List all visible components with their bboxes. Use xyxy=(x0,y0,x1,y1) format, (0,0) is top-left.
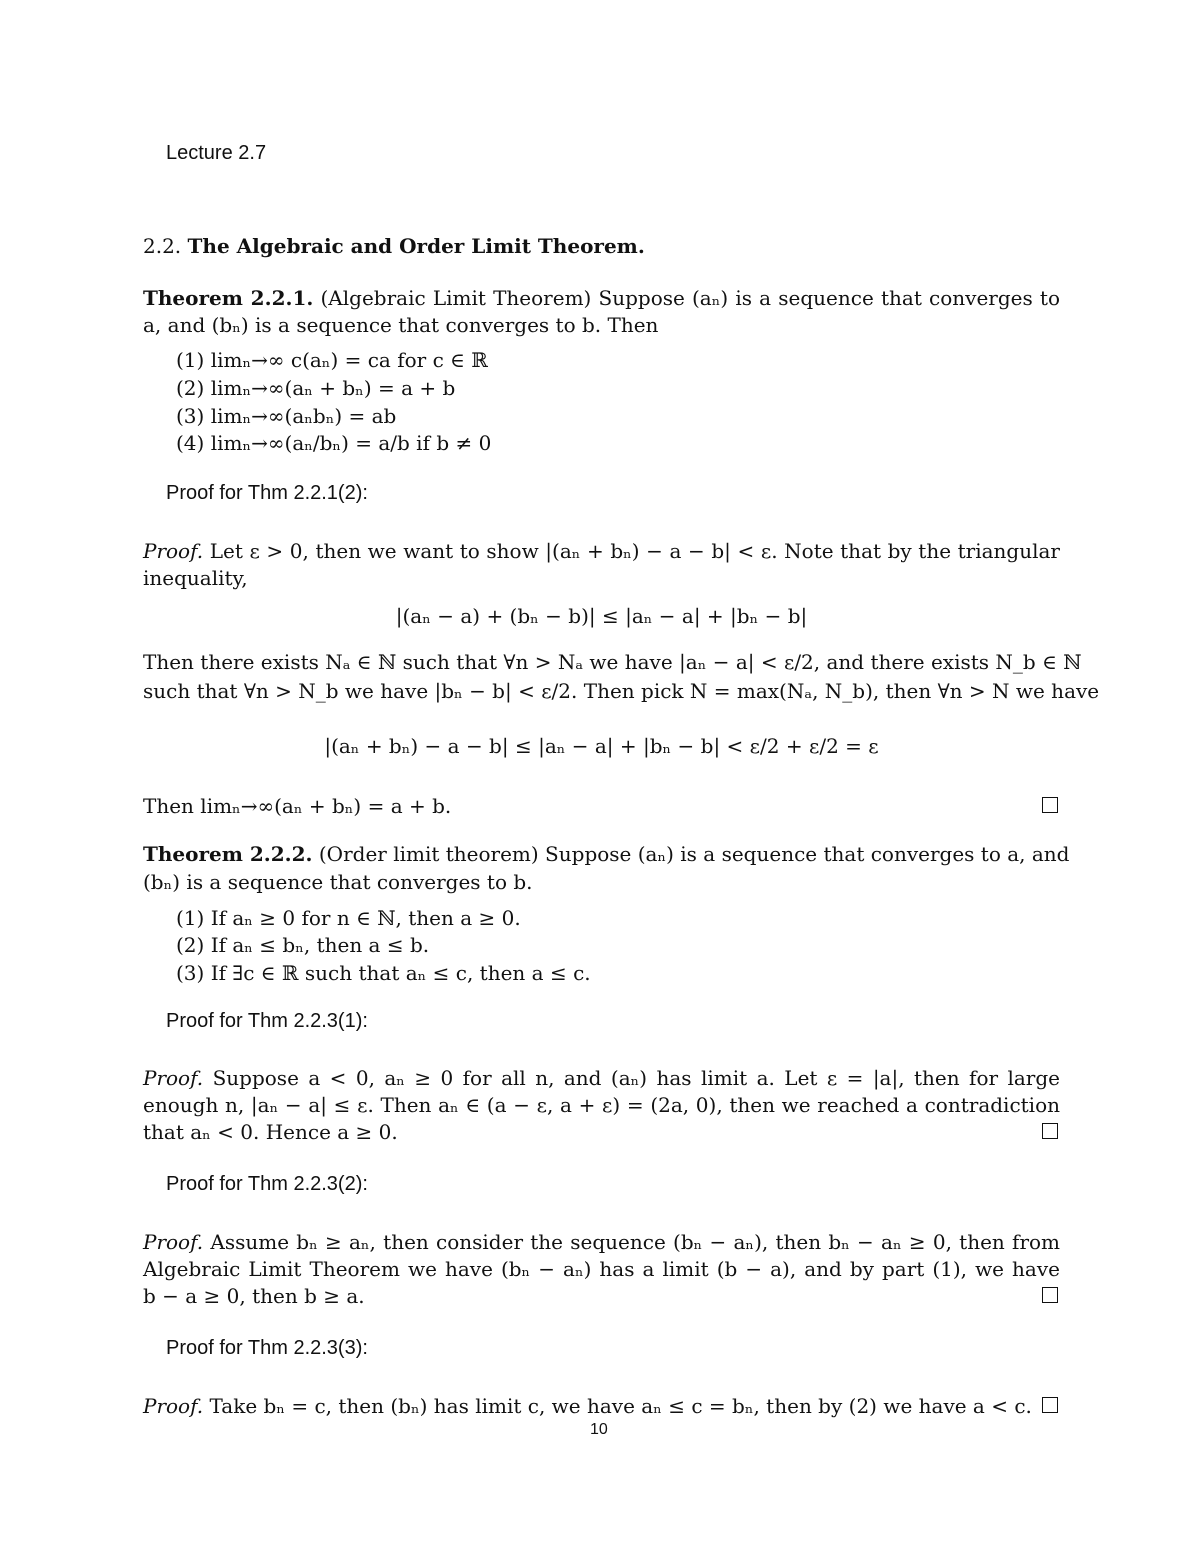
proof-3-line-3: b − a ≥ 0, then b ≥ a. xyxy=(143,1284,365,1308)
theorem-2-2-2-item-3: (3) If ∃c ∈ ℝ such that aₙ ≤ c, then a ≤ c. xyxy=(176,961,591,985)
proof-heading-3: Proof for Thm 2.2.3(2): xyxy=(166,1173,368,1195)
proof-heading-4: Proof for Thm 2.2.3(3): xyxy=(166,1337,368,1359)
proof-text: Let ε > 0, then we want to show |(aₙ + bₙ) − a − b| < ε. Note that by the triangular xyxy=(209,539,1060,563)
theorem-2-2-1-item-1: (1) limₙ→∞ c(aₙ) = ca for c ∈ ℝ xyxy=(176,348,488,372)
proof-word: Proof. xyxy=(143,1230,204,1254)
proof-heading-2: Proof for Thm 2.2.3(1): xyxy=(166,1010,368,1032)
theorem-text: (Algebraic Limit Theorem) Suppose (aₙ) is a sequence that converges to xyxy=(320,286,1060,310)
theorem-label: Theorem 2.2.2. xyxy=(143,842,313,866)
qed-symbol xyxy=(1042,1123,1058,1139)
theorem-2-2-1-item-2: (2) limₙ→∞(aₙ + bₙ) = a + b xyxy=(176,376,456,400)
proof-word: Proof. xyxy=(143,1066,204,1090)
lecture-label: Lecture 2.7 xyxy=(166,142,267,164)
section-number: 2.2. xyxy=(143,234,182,258)
qed-symbol xyxy=(1042,1397,1058,1413)
proof-3-line-2: Algebraic Limit Theorem we have (bₙ − aₙ) has a limit (b − a), and by part (1), we have xyxy=(143,1257,1060,1281)
proof-1-line-2: inequality, xyxy=(143,566,248,590)
proof-4-line-1 xyxy=(143,1392,1033,1420)
theorem-text: (Order limit theorem) Suppose (aₙ) is a sequence that converges to a, and xyxy=(318,842,1070,866)
qed-symbol xyxy=(1042,1287,1058,1303)
proof-word: Proof. xyxy=(143,1394,204,1418)
theorem-2-2-2-item-1: (1) If aₙ ≥ 0 for n ∈ ℕ, then a ≥ 0. xyxy=(176,906,521,930)
theorem-2-2-1-item-4: (4) limₙ→∞(aₙ/bₙ) = a/b if b ≠ 0 xyxy=(176,431,492,455)
section-heading xyxy=(143,234,645,258)
proof-1-line-1 xyxy=(143,537,1060,565)
proof-1-display-equation-2: |(aₙ + bₙ) − a − b| ≤ |aₙ − a| + |bₙ − b| < ε/2 + ε/2 = ε xyxy=(324,734,879,758)
proof-2-line-1 xyxy=(143,1064,1060,1092)
page-number: 10 xyxy=(590,1421,608,1438)
theorem-2-2-1-item-3: (3) limₙ→∞(aₙbₙ) = ab xyxy=(176,404,397,428)
theorem-2-2-2-line-2: (bₙ) is a sequence that converges to b. xyxy=(143,870,533,894)
proof-1-line-3: Then there exists Nₐ ∈ ℕ such that ∀n > Nₐ we have |aₙ − a| < ε/2, and there exists N_b ∈ ℕ xyxy=(143,650,1082,674)
proof-text: Take bₙ = c, then (bₙ) has limit c, we have aₙ ≤ c = bₙ, then by (2) we have a < c. xyxy=(209,1394,1032,1418)
proof-1-display-equation-1: |(aₙ − a) + (bₙ − b)| ≤ |aₙ − a| + |bₙ − b| xyxy=(395,604,808,628)
proof-1-line-4: such that ∀n > N_b we have |bₙ − b| < ε/2. Then pick N = max(Nₐ, N_b), then ∀n > N we have xyxy=(143,679,1100,703)
qed-symbol xyxy=(1042,797,1058,813)
theorem-2-2-1-line-2: a, and (bₙ) is a sequence that converges to b. Then xyxy=(143,313,659,337)
section-title: The Algebraic and Order Limit Theorem. xyxy=(187,234,645,258)
proof-1-line-5: Then limₙ→∞(aₙ + bₙ) = a + b. xyxy=(143,794,452,818)
theorem-2-2-2-line-1 xyxy=(143,840,1070,868)
proof-heading-1: Proof for Thm 2.2.1(2): xyxy=(166,482,368,504)
proof-text: Suppose a < 0, aₙ ≥ 0 for all n, and (aₙ) has limit a. Let ε = |a|, then for large xyxy=(212,1066,1060,1090)
proof-2-line-2: enough n, |aₙ − a| ≤ ε. Then aₙ ∈ (a − ε, a + ε) = (2a, 0), then we reached a contradiction xyxy=(143,1093,1060,1117)
theorem-2-2-1-line-1 xyxy=(143,284,1060,312)
theorem-label: Theorem 2.2.1. xyxy=(143,286,314,310)
proof-text: Assume bₙ ≥ aₙ, then consider the sequence (bₙ − aₙ), then bₙ − aₙ ≥ 0, then from xyxy=(210,1230,1061,1254)
proof-3-line-1 xyxy=(143,1228,1060,1256)
proof-word: Proof. xyxy=(143,539,204,563)
theorem-2-2-2-item-2: (2) If aₙ ≤ bₙ, then a ≤ b. xyxy=(176,933,430,957)
proof-2-line-3: that aₙ < 0. Hence a ≥ 0. xyxy=(143,1120,398,1144)
